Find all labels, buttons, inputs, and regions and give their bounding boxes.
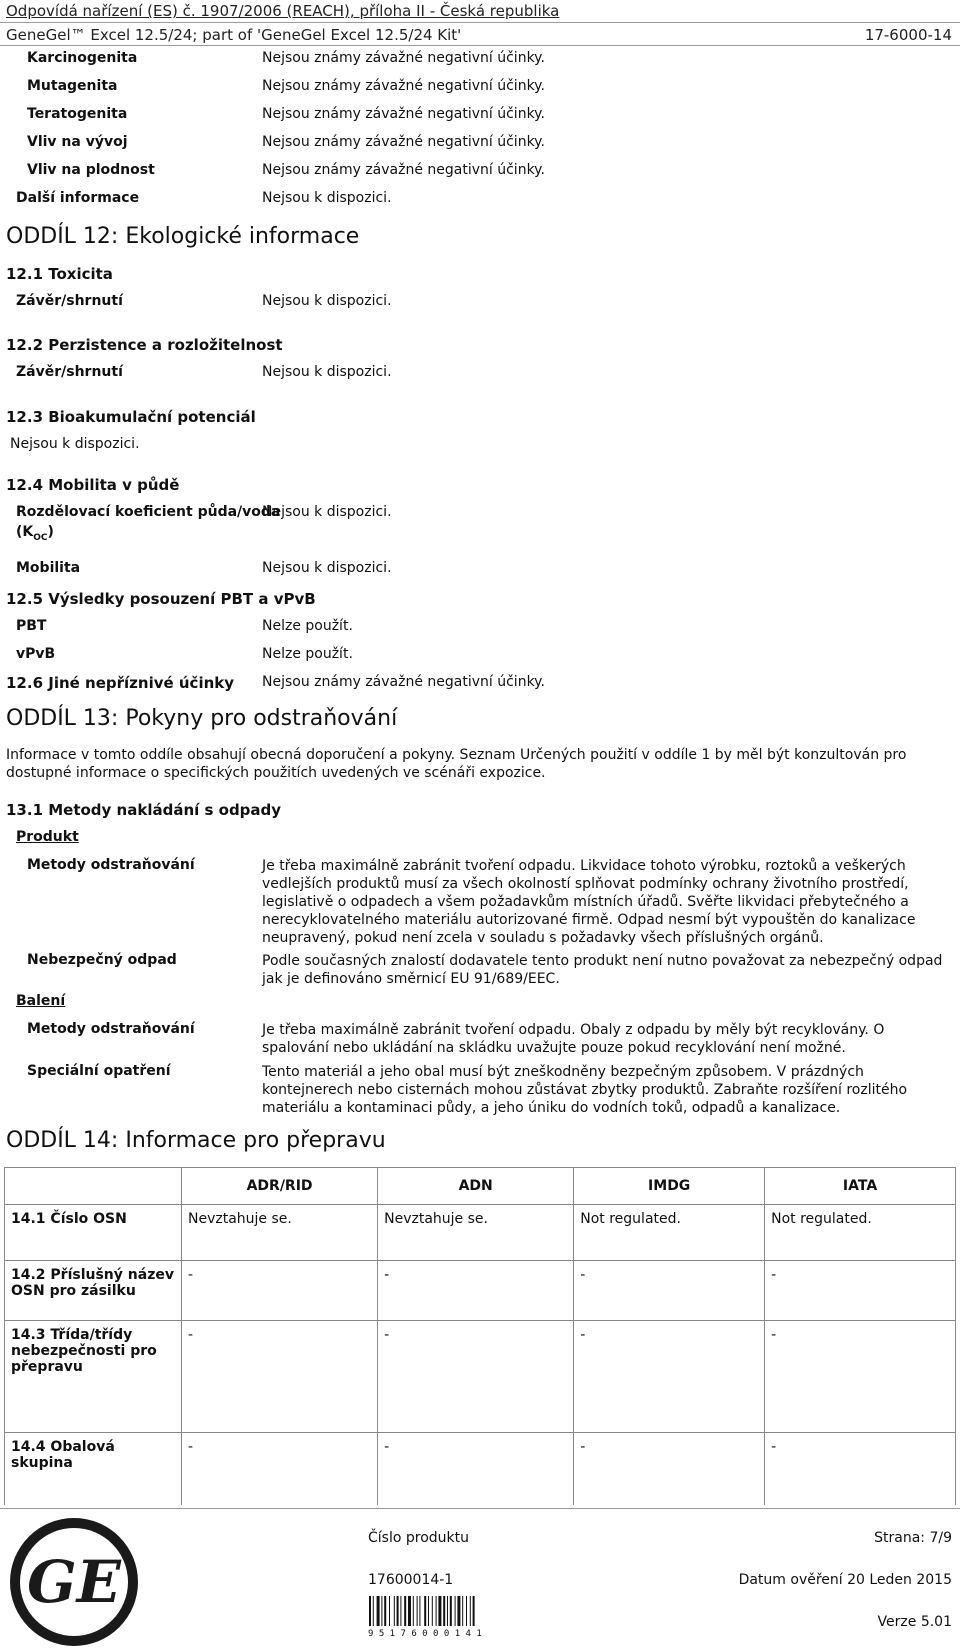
table-cell: - <box>182 1433 378 1505</box>
bioaccumulation-value: Nejsou k dispozici. <box>10 436 140 452</box>
ge-logo-icon <box>8 1516 140 1648</box>
table-cell: Not regulated. <box>574 1205 765 1261</box>
table-cell: Not regulated. <box>765 1205 956 1261</box>
partition-coefficient-value: Nejsou k dispozici. <box>262 504 392 520</box>
column-header: ADR/RID <box>182 1168 378 1205</box>
footer-divider <box>0 1508 960 1509</box>
conclusion-label: Závěr/shrnutí <box>16 293 123 309</box>
packaging-methods-text: Je třeba maximálně zabránit tvoření odpadu. Obaly z odpadu by měly být recyklovány. O spalování nebo ukládání na skládku uvažujte pouze pokud recyklování není možné. <box>262 1022 885 1056</box>
version: Verze 5.01 <box>877 1614 952 1630</box>
row-label: 14.4 Obalová skupina <box>5 1433 182 1505</box>
table-cell: Nevztahuje se. <box>182 1205 378 1261</box>
disposal-methods-label: Metody odstraňování <box>27 857 195 873</box>
table-row <box>5 1205 956 1261</box>
section-13-title: ODDÍL 13: Pokyny pro odstraňování <box>6 706 398 731</box>
barcode-icon <box>368 1596 502 1626</box>
column-header: IATA <box>765 1168 956 1205</box>
subsection-12-4-title: 12.4 Mobilita v půdě <box>6 476 180 494</box>
subsection-12-1-title: 12.1 Toxicita <box>6 265 113 283</box>
product-line: GeneGel™ Excel 12.5/24; part of 'GeneGel Excel 12.5/24 Kit' <box>6 26 462 44</box>
table-cell: - <box>378 1433 574 1505</box>
table-row <box>5 1261 956 1321</box>
transport-table <box>4 1167 956 1505</box>
partition-coefficient-text: Rozdělovací koeficient půda/voda <box>16 504 281 520</box>
other-info-value: Nejsou k dispozici. <box>262 190 392 206</box>
koc-subscript: OC <box>33 532 48 543</box>
tox-label: Teratogenita <box>27 106 128 122</box>
special-precautions-label: Speciální opatření <box>27 1063 171 1079</box>
pbt-value: Nelze použít. <box>262 618 353 634</box>
conclusion-value: Nejsou k dispozici. <box>262 293 392 309</box>
column-header: IMDG <box>574 1168 765 1205</box>
section-12-title: ODDÍL 12: Ekologické informace <box>6 224 360 249</box>
pbt-label: PBT <box>16 618 47 634</box>
ge-logo-text: GE <box>27 1548 121 1616</box>
transport-header-row <box>5 1168 956 1205</box>
table-cell: - <box>182 1261 378 1321</box>
page-indicator: Strana: 7/9 <box>874 1530 952 1546</box>
table-cell: - <box>378 1261 574 1321</box>
conclusion-value: Nejsou k dispozici. <box>262 364 392 380</box>
tox-label: Vliv na plodnost <box>27 162 155 178</box>
header-divider-bottom <box>0 45 960 46</box>
vpvb-label: vPvB <box>16 646 56 662</box>
partition-coefficient-label <box>16 504 280 520</box>
tox-value: Nejsou známy závažné negativní účinky. <box>262 78 545 94</box>
tox-value: Nejsou známy závažné negativní účinky. <box>262 50 545 66</box>
table-cell: - <box>378 1321 574 1433</box>
section-13-intro: Informace v tomto oddíle obsahují obecná doporučení a pokyny. Seznam Určených použití v oddíle 1 by měl být konzultován pro dostupné informace o specifických použitích uvedených ve scénáři expozice. <box>6 747 907 781</box>
tox-label: Karcinogenita <box>27 50 138 66</box>
table-cell: - <box>574 1433 765 1505</box>
subsection-12-2-title: 12.2 Perzistence a rozložitelnost <box>6 336 283 354</box>
column-header: ADN <box>378 1168 574 1205</box>
product-number: 17600014-1 <box>368 1572 454 1588</box>
table-cell: - <box>765 1433 956 1505</box>
product-number-label: Číslo produktu <box>368 1530 469 1546</box>
table-cell: - <box>182 1321 378 1433</box>
conclusion-label: Závěr/shrnutí <box>16 364 123 380</box>
product-heading: Produkt <box>16 829 79 845</box>
barcode-number: 9 5 1 7 6 0 0 0 1 4 1 <box>368 1629 482 1639</box>
koc-label <box>16 524 54 543</box>
row-label: 14.3 Třída/třídy nebezpečnosti pro přepravu <box>5 1321 182 1433</box>
table-cell: - <box>574 1261 765 1321</box>
table-row <box>5 1433 956 1505</box>
header-divider <box>0 22 960 23</box>
tox-value: Nejsou známy závažné negativní účinky. <box>262 134 545 150</box>
header-empty-cell <box>5 1168 182 1205</box>
tox-value: Nejsou známy závažné negativní účinky. <box>262 106 545 122</box>
disposal-methods-text: Je třeba maximálně zabránit tvoření odpadu. Likvidace tohoto výrobku, roztoků a veškerých vedlejších produktů musí za všech okolností splňovat podmínky ochrany životního prostředí, legislativě o odpadech a všem požadavkům místních úřadů. Svěřte likvidaci přebytečného a nerecyklovatelného materiálu autorizované firmě. Odpad nesmí být vypouštěn do kanalizace neupravený, pokud není zcela v souladu s požadavky všech příslušných orgánů. <box>262 858 916 946</box>
table-row <box>5 1321 956 1433</box>
section-14-title: ODDÍL 14: Informace pro přepravu <box>6 1128 386 1153</box>
other-effects-value: Nejsou známy závažné negativní účinky. <box>262 674 545 690</box>
other-info-label: Další informace <box>16 190 140 206</box>
koc-open: (K <box>16 524 34 540</box>
koc-close: ) <box>47 524 54 540</box>
hazardous-waste-label: Nebezpečný odpad <box>27 952 177 968</box>
table-cell: - <box>574 1321 765 1433</box>
row-label: 14.2 Příslušný název OSN pro zásilku <box>5 1261 182 1321</box>
table-cell: Nevztahuje se. <box>378 1205 574 1261</box>
revision-date: Datum ověření 20 Leden 2015 <box>738 1572 952 1588</box>
subsection-13-1-title: 13.1 Metody nakládání s odpady <box>6 801 282 819</box>
document-code: 17-6000-14 <box>864 26 952 44</box>
regulation-header: Odpovídá nařízení (ES) č. 1907/2006 (REACH), příloha II - Česká republika <box>6 2 560 20</box>
subsection-12-6-title: 12.6 Jiné nepříznivé účinky <box>6 674 235 692</box>
subsection-12-5-title: 12.5 Výsledky posouzení PBT a vPvB <box>6 590 316 608</box>
ge-logo <box>8 1516 140 1648</box>
mobility-value: Nejsou k dispozici. <box>262 560 392 576</box>
tox-label: Mutagenita <box>27 78 118 94</box>
table-cell: - <box>765 1321 956 1433</box>
barcode <box>368 1596 502 1639</box>
packaging-heading: Balení <box>16 993 66 1009</box>
vpvb-value: Nelze použít. <box>262 646 353 662</box>
special-precautions-text: Tento materiál a jeho obal musí být zneškodněny bezpečným způsobem. V prázdných kontejnerech nebo cisternách mohou zůstávat zbytky produktů. Zabraňte rozšíření rozlitého materiálu a kontaminaci půdy, a jeho úniku do vodních toků, odpadů a kanalizace. <box>262 1064 908 1116</box>
table-cell: - <box>765 1261 956 1321</box>
tox-value: Nejsou známy závažné negativní účinky. <box>262 162 545 178</box>
row-label: 14.1 Číslo OSN <box>5 1205 182 1261</box>
tox-label: Vliv na vývoj <box>27 134 128 150</box>
mobility-label: Mobilita <box>16 560 81 576</box>
hazardous-waste-text: Podle současných znalostí dodavatele tento produkt není nutno považovat za nebezpečný odpad jak je definováno směrnicí EU 91/689/EEC. <box>262 953 943 987</box>
subsection-12-3-title: 12.3 Bioakumulační potenciál <box>6 408 256 426</box>
packaging-methods-label: Metody odstraňování <box>27 1021 195 1037</box>
